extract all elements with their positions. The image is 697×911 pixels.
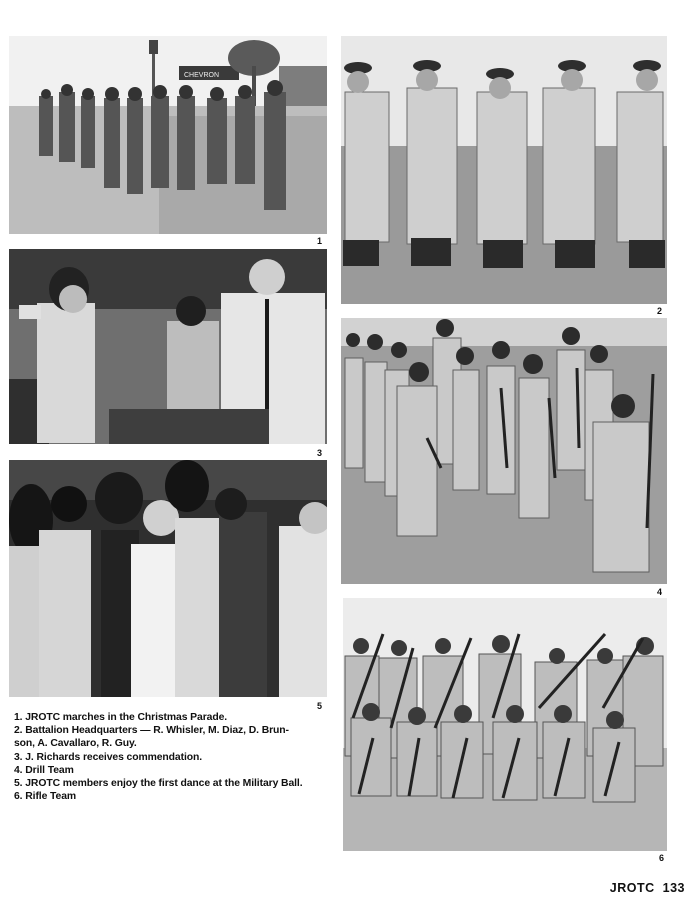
caption-line: 1. JROTC marches in the Christmas Parade. [14, 712, 228, 723]
photo-number: 2 [657, 306, 663, 316]
photo-number: 3 [317, 448, 323, 458]
photo-battalion-headquarters [341, 36, 667, 304]
caption-line: son, A. Cavallaro, R. Guy. [14, 738, 137, 750]
headquarters-photo-graphic [341, 36, 667, 304]
photo-military-ball [9, 460, 327, 697]
caption-line: 2. Battalion Headquarters — R. Whisler, M. Diaz, D. Brun- [14, 725, 289, 737]
photo-drill-team [341, 318, 667, 584]
photo-commendation [9, 249, 327, 444]
section-name: JROTC [609, 881, 655, 895]
chevron-sign-text: CHEVRON [184, 72, 220, 79]
page-number: 133 [662, 881, 685, 895]
caption-line: 5. JROTC members enjoy the first dance at the Military Ball. [14, 778, 303, 790]
rifle-team-photo-graphic [343, 598, 667, 851]
photo-number: 4 [657, 587, 663, 597]
photo-captions [14, 711, 336, 803]
commendation-photo-graphic [9, 249, 327, 444]
parade-photo-graphic [9, 36, 327, 234]
military-ball-photo-graphic [9, 460, 327, 697]
page-footer [610, 881, 685, 895]
photo-number: 1 [317, 236, 323, 246]
caption-line: 6. Rifle Team [14, 791, 77, 803]
photo-rifle-team [343, 598, 667, 851]
photo-parade [9, 36, 327, 234]
caption-line: 3. J. Richards receives commendation. [14, 751, 203, 763]
photo-number: 5 [317, 701, 323, 711]
caption-line: 4. Drill Team [14, 764, 74, 776]
drill-team-photo-graphic [341, 318, 667, 584]
photo-number: 6 [659, 853, 665, 863]
